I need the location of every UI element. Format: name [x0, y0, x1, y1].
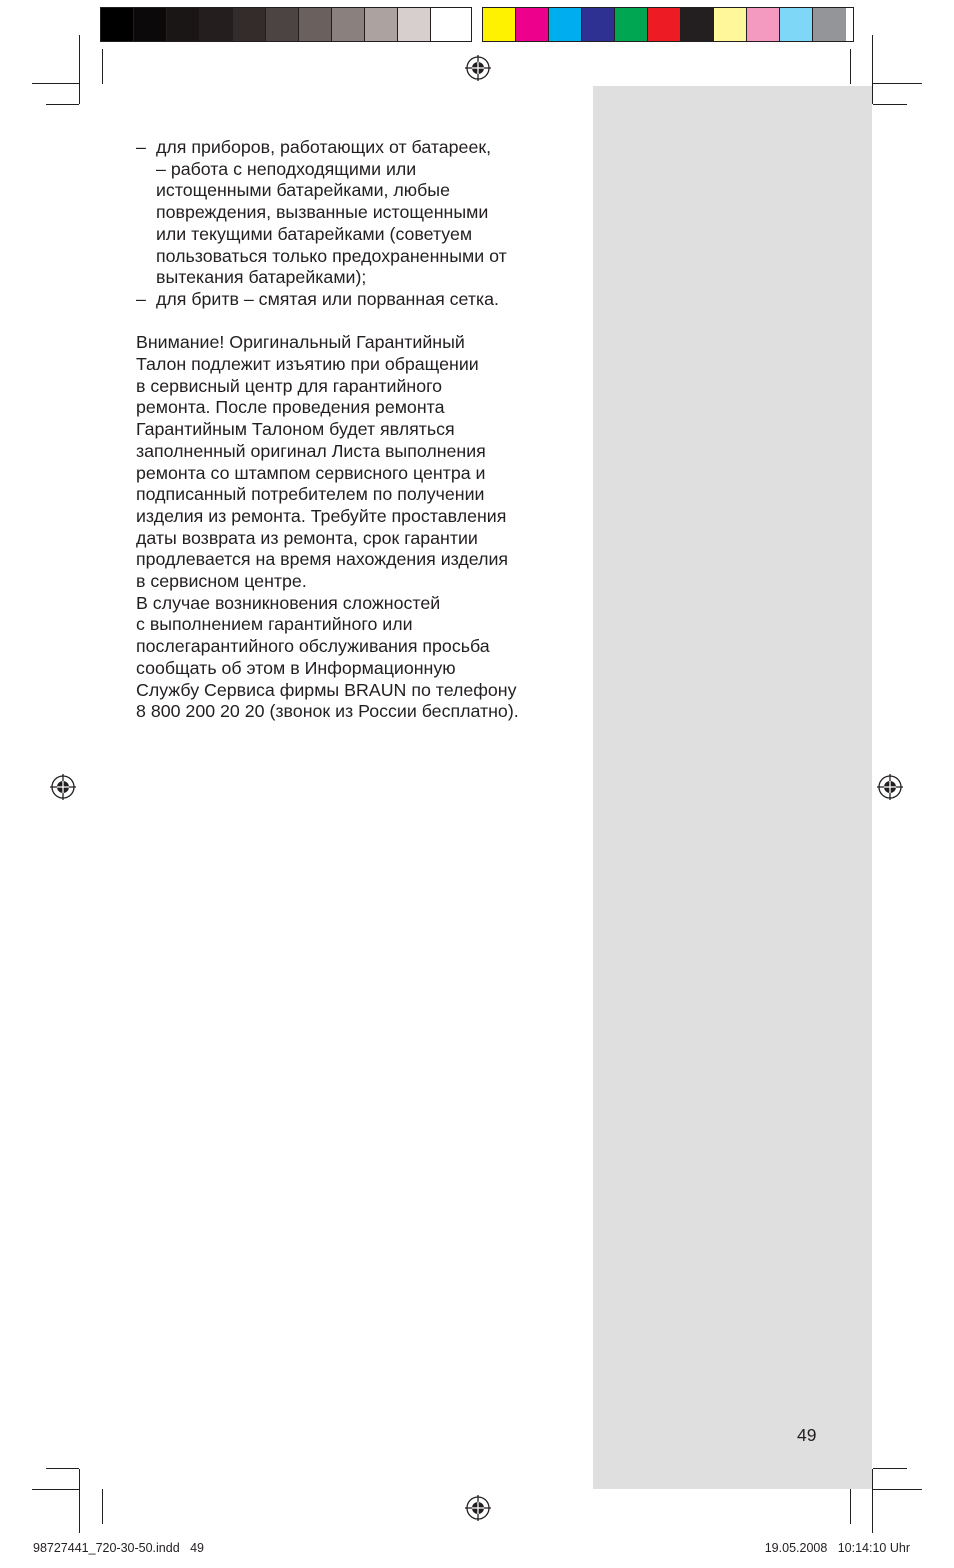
- list-item: [136, 137, 576, 289]
- color-swatch: [332, 8, 365, 41]
- warranty-paragraph: [136, 332, 576, 592]
- color-swatch: [747, 8, 780, 41]
- text-line: подписанный потребителем по получении: [136, 484, 485, 505]
- text-line: Талон подлежит изъятию при обращении: [136, 354, 479, 375]
- text-line: изделия из ремонта. Требуйте проставления: [136, 505, 507, 526]
- color-swatch: [365, 8, 398, 41]
- crop-mark: [873, 83, 922, 84]
- color-swatch: [134, 8, 167, 41]
- text-line: Гарантийным Талоном будет являться: [136, 419, 455, 440]
- crop-mark: [79, 35, 80, 104]
- color-swatch: [200, 8, 233, 41]
- color-swatch: [398, 8, 431, 41]
- text-line: 8 800 200 20 20 (звонок из России бесплатно).: [136, 701, 519, 722]
- text-line: с выполнением гарантийного или: [136, 614, 413, 635]
- text-line: ремонта. После проведения ремонта: [136, 397, 445, 418]
- text-line: Службу Сервиса фирмы BRAUN по телефону: [136, 679, 517, 700]
- crop-mark: [873, 1468, 907, 1469]
- crop-mark: [850, 1489, 851, 1524]
- crop-mark: [872, 1469, 873, 1533]
- text-line: продлевается на время нахождения изделия: [136, 549, 509, 570]
- crop-mark: [32, 1489, 79, 1490]
- list-dash: –: [136, 137, 146, 157]
- list-line: пользоваться только предохраненными от: [156, 245, 507, 266]
- crop-mark: [102, 1489, 103, 1524]
- color-swatch: [266, 8, 299, 41]
- list-dash: –: [136, 288, 146, 309]
- list-line: повреждения, вызванные истощенными: [156, 202, 489, 223]
- text-line: послегарантийного обслуживания просьба: [136, 636, 490, 657]
- color-swatch: [648, 8, 681, 41]
- color-swatch: [681, 8, 714, 41]
- service-paragraph: [136, 593, 576, 723]
- registration-mark-icon: [50, 774, 76, 800]
- text-line: даты возврата из ремонта, срок гарантии: [136, 527, 478, 548]
- color-swatch: [516, 8, 549, 41]
- color-swatch: [813, 8, 846, 41]
- color-swatch: [233, 8, 266, 41]
- crop-mark: [872, 35, 873, 104]
- crop-mark: [32, 83, 79, 84]
- list-item: [136, 289, 576, 311]
- registration-mark-icon: [465, 55, 491, 81]
- text-line: В случае возникновения сложностей: [136, 592, 441, 613]
- crop-mark: [873, 104, 907, 105]
- color-calibration-bar: [482, 7, 854, 42]
- side-panel: [593, 86, 872, 1489]
- list-line: для бритв – смятая или порванная сетка.: [156, 288, 499, 309]
- color-swatch: [714, 8, 747, 41]
- list-line: – работа с неподходящими или: [156, 158, 417, 179]
- color-swatch: [299, 8, 332, 41]
- footer-timestamp: 19.05.2008 10:14:10 Uhr: [764, 1541, 910, 1555]
- registration-mark-icon: [877, 774, 903, 800]
- color-swatch: [167, 8, 200, 41]
- list-line: истощенными батарейками, любые: [156, 180, 450, 201]
- footer-file-info: 98727441_720-30-50.indd 49: [33, 1541, 204, 1555]
- text-line: Внимание! Оригинальный Гарантийный: [136, 332, 465, 353]
- color-swatch: [615, 8, 648, 41]
- text-line: в сервисном центре.: [136, 571, 307, 592]
- crop-mark: [102, 49, 103, 84]
- color-swatch: [780, 8, 813, 41]
- list-line: вытекания батарейками);: [156, 267, 367, 288]
- text-line: ремонта со штампом сервисного центра и: [136, 462, 486, 483]
- color-swatch: [431, 8, 464, 41]
- registration-mark-icon: [465, 1495, 491, 1521]
- crop-mark: [46, 1468, 79, 1469]
- text-line: в сервисный центр для гарантийного: [136, 375, 443, 396]
- color-swatch: [549, 8, 582, 41]
- main-text: [136, 137, 576, 723]
- text-line: сообщать об этом в Информационную: [136, 657, 456, 678]
- color-swatch: [582, 8, 615, 41]
- crop-mark: [79, 1469, 80, 1533]
- crop-mark: [850, 49, 851, 84]
- color-swatch: [101, 8, 134, 41]
- crop-mark: [873, 1489, 922, 1490]
- list-line: для приборов, работающих от батареек,: [156, 137, 492, 157]
- page-number: 49: [797, 1425, 817, 1445]
- list-line: или текущими батарейками (советуем: [156, 223, 473, 244]
- text-line: заполненный оригинал Листа выполнения: [136, 440, 486, 461]
- crop-mark: [46, 104, 79, 105]
- grayscale-calibration-bar: [100, 7, 472, 42]
- color-swatch: [483, 8, 516, 41]
